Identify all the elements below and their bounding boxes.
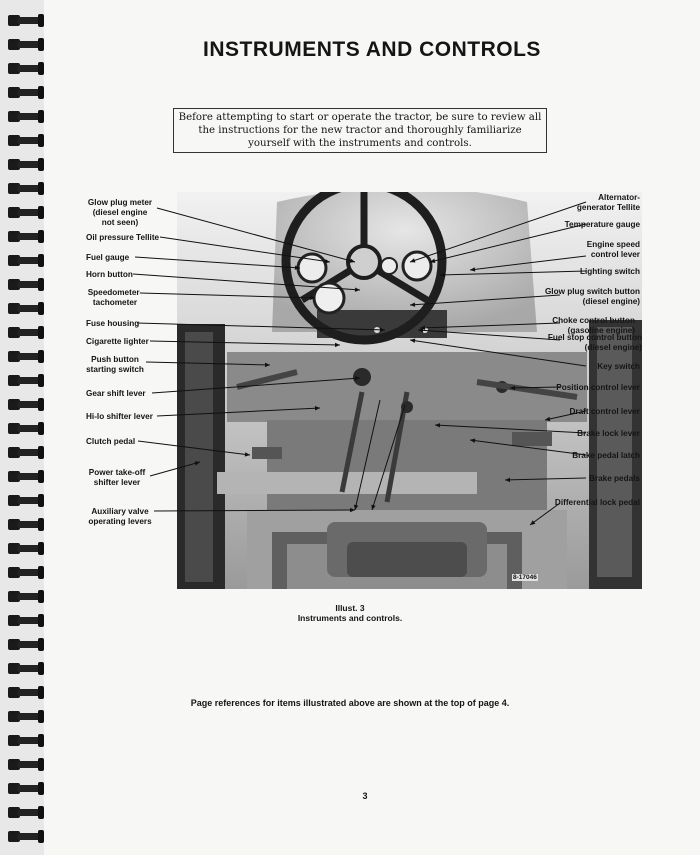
binding-ring xyxy=(8,206,44,219)
binding-ring xyxy=(8,830,44,843)
binding-ring xyxy=(8,110,44,123)
binding-ring xyxy=(8,422,44,435)
binding-ring xyxy=(8,446,44,459)
binding-ring xyxy=(8,590,44,603)
figure-caption xyxy=(0,603,700,623)
binding-ring xyxy=(8,638,44,651)
label-lighting-switch: Lighting switch xyxy=(579,267,640,276)
label-position-control-lever: Position control lever xyxy=(556,383,640,392)
label-key-switch: Key switch xyxy=(597,362,640,371)
label-push-button-starting-switch: Push button starting switch xyxy=(86,355,144,374)
label-brake-lock-lever: Brake lock lever xyxy=(577,429,640,438)
label-differential-lock-pedal: Differential lock pedal xyxy=(554,498,640,507)
page-title: INSTRUMENTS AND CONTROLS xyxy=(203,38,541,61)
label-clutch-pedal: Clutch pedal xyxy=(86,437,136,446)
binding-ring xyxy=(8,542,44,555)
binding-ring xyxy=(8,14,44,27)
label-alternator-generator-tellite: Alternator- generator Tellite xyxy=(576,193,640,212)
label-engine-speed-control-lever: Engine speed control lever xyxy=(586,240,640,259)
label-fuel-stop-control-button: Fuel stop control button (diesel engine) xyxy=(547,333,642,352)
binding-ring xyxy=(8,86,44,99)
binding-ring xyxy=(8,518,44,531)
page-number: 3 xyxy=(362,791,368,801)
label-gear-shift-lever: Gear shift lever xyxy=(86,389,146,398)
label-auxiliary-valve-operating-levers: Auxiliary valve operating levers xyxy=(88,507,152,526)
label-horn-button: Horn button xyxy=(86,270,133,279)
label-fuse-housing: Fuse housing xyxy=(86,319,140,328)
binding-ring xyxy=(8,278,44,291)
binding-ring xyxy=(8,62,44,75)
label-oil-pressure-tellite: Oil pressure Tellite xyxy=(86,233,160,242)
label-draft-control-lever: Draft control lever xyxy=(569,407,640,416)
label-brake-pedals: Brake pedals xyxy=(589,474,640,483)
label-speedometer-tachometer: Speedometer- tachometer xyxy=(87,288,143,307)
label-temperature-gauge: Temperature gauge xyxy=(564,220,640,229)
binding-ring xyxy=(8,374,44,387)
binding-ring xyxy=(8,38,44,51)
caption-text: Instruments and controls. xyxy=(297,613,403,623)
label-choke-control-button: Choke control button (gasoline engine) xyxy=(552,316,635,335)
label-cigarette-lighter: Cigarette lighter xyxy=(86,337,149,346)
label-hi-lo-shifter-lever: Hi-lo shifter lever xyxy=(86,412,153,421)
binding-ring xyxy=(8,662,44,675)
binding-ring xyxy=(8,734,44,747)
safety-notice-box: Before attempting to start or operate the tractor, be sure to review all the instructions for the new tractor and thoroughly familiarize yourself with the instruments and controls. xyxy=(173,108,547,153)
label-fuel-gauge: Fuel gauge xyxy=(86,253,130,262)
binding-ring xyxy=(8,350,44,363)
binding-ring xyxy=(8,326,44,339)
binding-ring xyxy=(8,182,44,195)
spiral-binding xyxy=(0,0,44,855)
binding-ring xyxy=(8,806,44,819)
binding-ring xyxy=(8,254,44,267)
binding-ring xyxy=(8,494,44,507)
binding-ring xyxy=(8,566,44,579)
binding-ring xyxy=(8,158,44,171)
binding-ring xyxy=(8,470,44,483)
binding-ring xyxy=(8,302,44,315)
page-reference-note: Page references for items illustrated above are shown at the top of page 4. xyxy=(190,698,510,708)
binding-ring xyxy=(8,398,44,411)
binding-ring xyxy=(8,758,44,771)
photo-reference-code: 8-17046 xyxy=(513,574,537,581)
label-glow-plug-meter: Glow plug meter (diesel engine not seen) xyxy=(87,198,153,227)
label-brake-pedal-latch: Brake pedal latch xyxy=(572,451,640,460)
binding-ring xyxy=(8,710,44,723)
binding-ring xyxy=(8,134,44,147)
label-power-take-off-shifter-lever: Power take-off shifter lever xyxy=(88,468,146,487)
label-glow-plug-switch-button: Glow plug switch button (diesel engine) xyxy=(544,287,640,306)
caption-illust-number: Illust. 3 xyxy=(335,603,365,613)
binding-ring xyxy=(8,230,44,243)
